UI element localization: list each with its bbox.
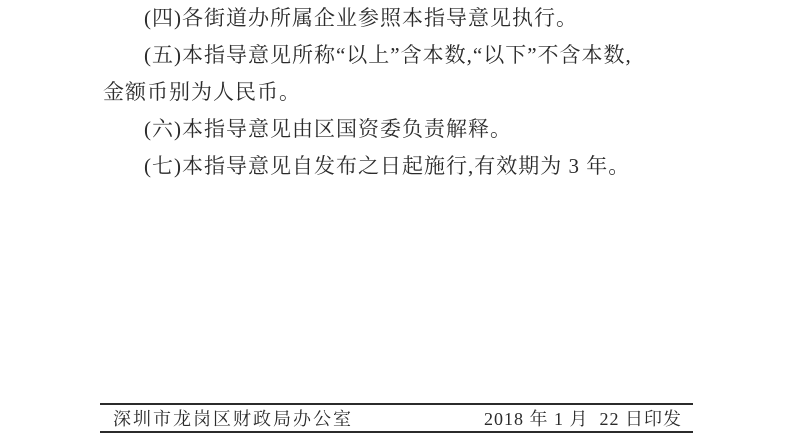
clause-line-6: (六)本指导意见由区国资委负责解释。 [144, 117, 512, 141]
clause-line-7: (七)本指导意见自发布之日起施行,有效期为 3 年。 [144, 154, 631, 178]
clause-line-5: (五)本指导意见所称“以上”含本数,“以下”不含本数, [144, 43, 632, 67]
clause-line-4: (四)各街道办所属企业参照本指导意见执行。 [144, 6, 578, 30]
clause-line-5-continued: 金额币别为人民币。 [103, 80, 301, 104]
print-date: 2018 年 1 月 22 日印发 [484, 409, 682, 429]
footer-colophon [100, 403, 693, 433]
document-body-text [103, 0, 699, 185]
issuer-office-name: 深圳市龙岗区财政局办公室 [113, 409, 353, 429]
